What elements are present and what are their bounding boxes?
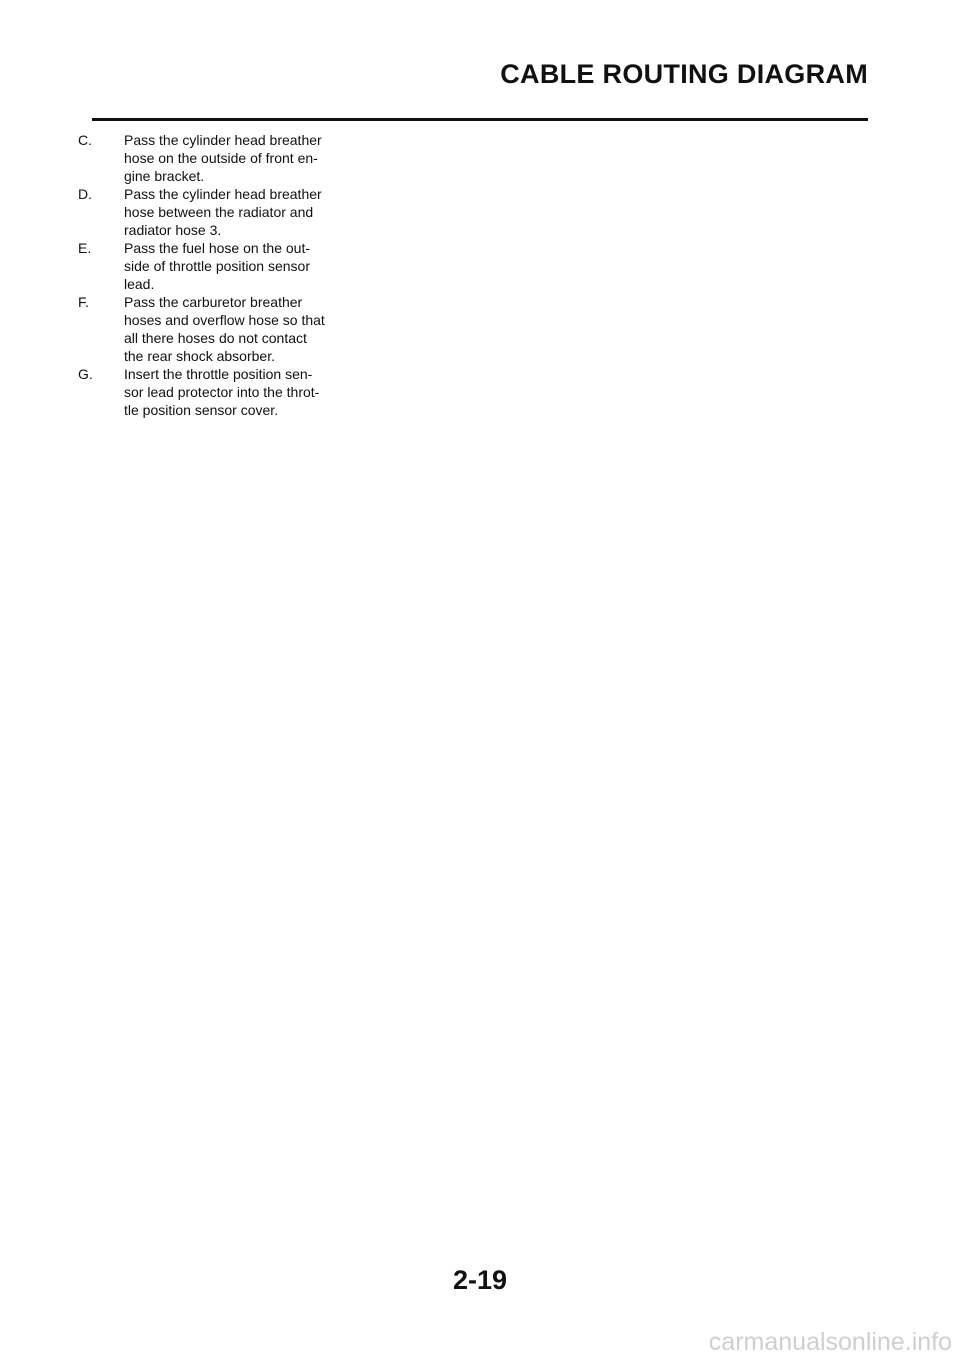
step-line: Pass the carburetor breather [124, 294, 303, 310]
instruction-step-f [78, 293, 338, 365]
step-line: lead. [124, 276, 155, 292]
step-text [124, 293, 338, 365]
step-line: side of throttle position sensor [124, 258, 310, 274]
step-letter: D. [78, 186, 92, 202]
step-line: sor lead protector into the throt- [124, 384, 320, 400]
step-line: hose between the radiator and [124, 204, 314, 220]
step-text [124, 365, 338, 419]
step-line: tle position sensor cover. [124, 402, 279, 418]
instruction-step-e [78, 239, 338, 293]
step-text [124, 239, 338, 293]
step-line: Insert the throttle position sen- [124, 366, 313, 382]
instruction-step-c [78, 131, 338, 185]
step-line: Pass the cylinder head breather [124, 132, 322, 148]
step-line: hoses and overflow hose so that [124, 312, 325, 328]
step-line: hose on the outside of front en- [124, 150, 318, 166]
watermark: carmanualsonline.info [708, 1328, 952, 1356]
step-text [124, 185, 338, 239]
step-line: the rear shock absorber. [124, 348, 275, 364]
page-title: CABLE ROUTING DIAGRAM [500, 59, 868, 89]
title-divider [92, 118, 868, 121]
step-letter: G. [78, 366, 93, 382]
step-line: radiator hose 3. [124, 222, 222, 238]
step-line: Pass the cylinder head breather [124, 186, 322, 202]
step-line: gine bracket. [124, 168, 205, 184]
instruction-step-d [78, 185, 338, 239]
instruction-step-g [78, 365, 338, 419]
step-letter: F. [78, 294, 89, 310]
step-line: all there hoses do not contact [124, 330, 307, 346]
step-text [124, 131, 338, 185]
page-number: 2-19 [452, 1265, 508, 1295]
step-letter: C. [78, 132, 92, 148]
step-line: Pass the fuel hose on the out- [124, 240, 311, 256]
step-letter: E. [78, 240, 92, 256]
instruction-list [78, 131, 338, 419]
